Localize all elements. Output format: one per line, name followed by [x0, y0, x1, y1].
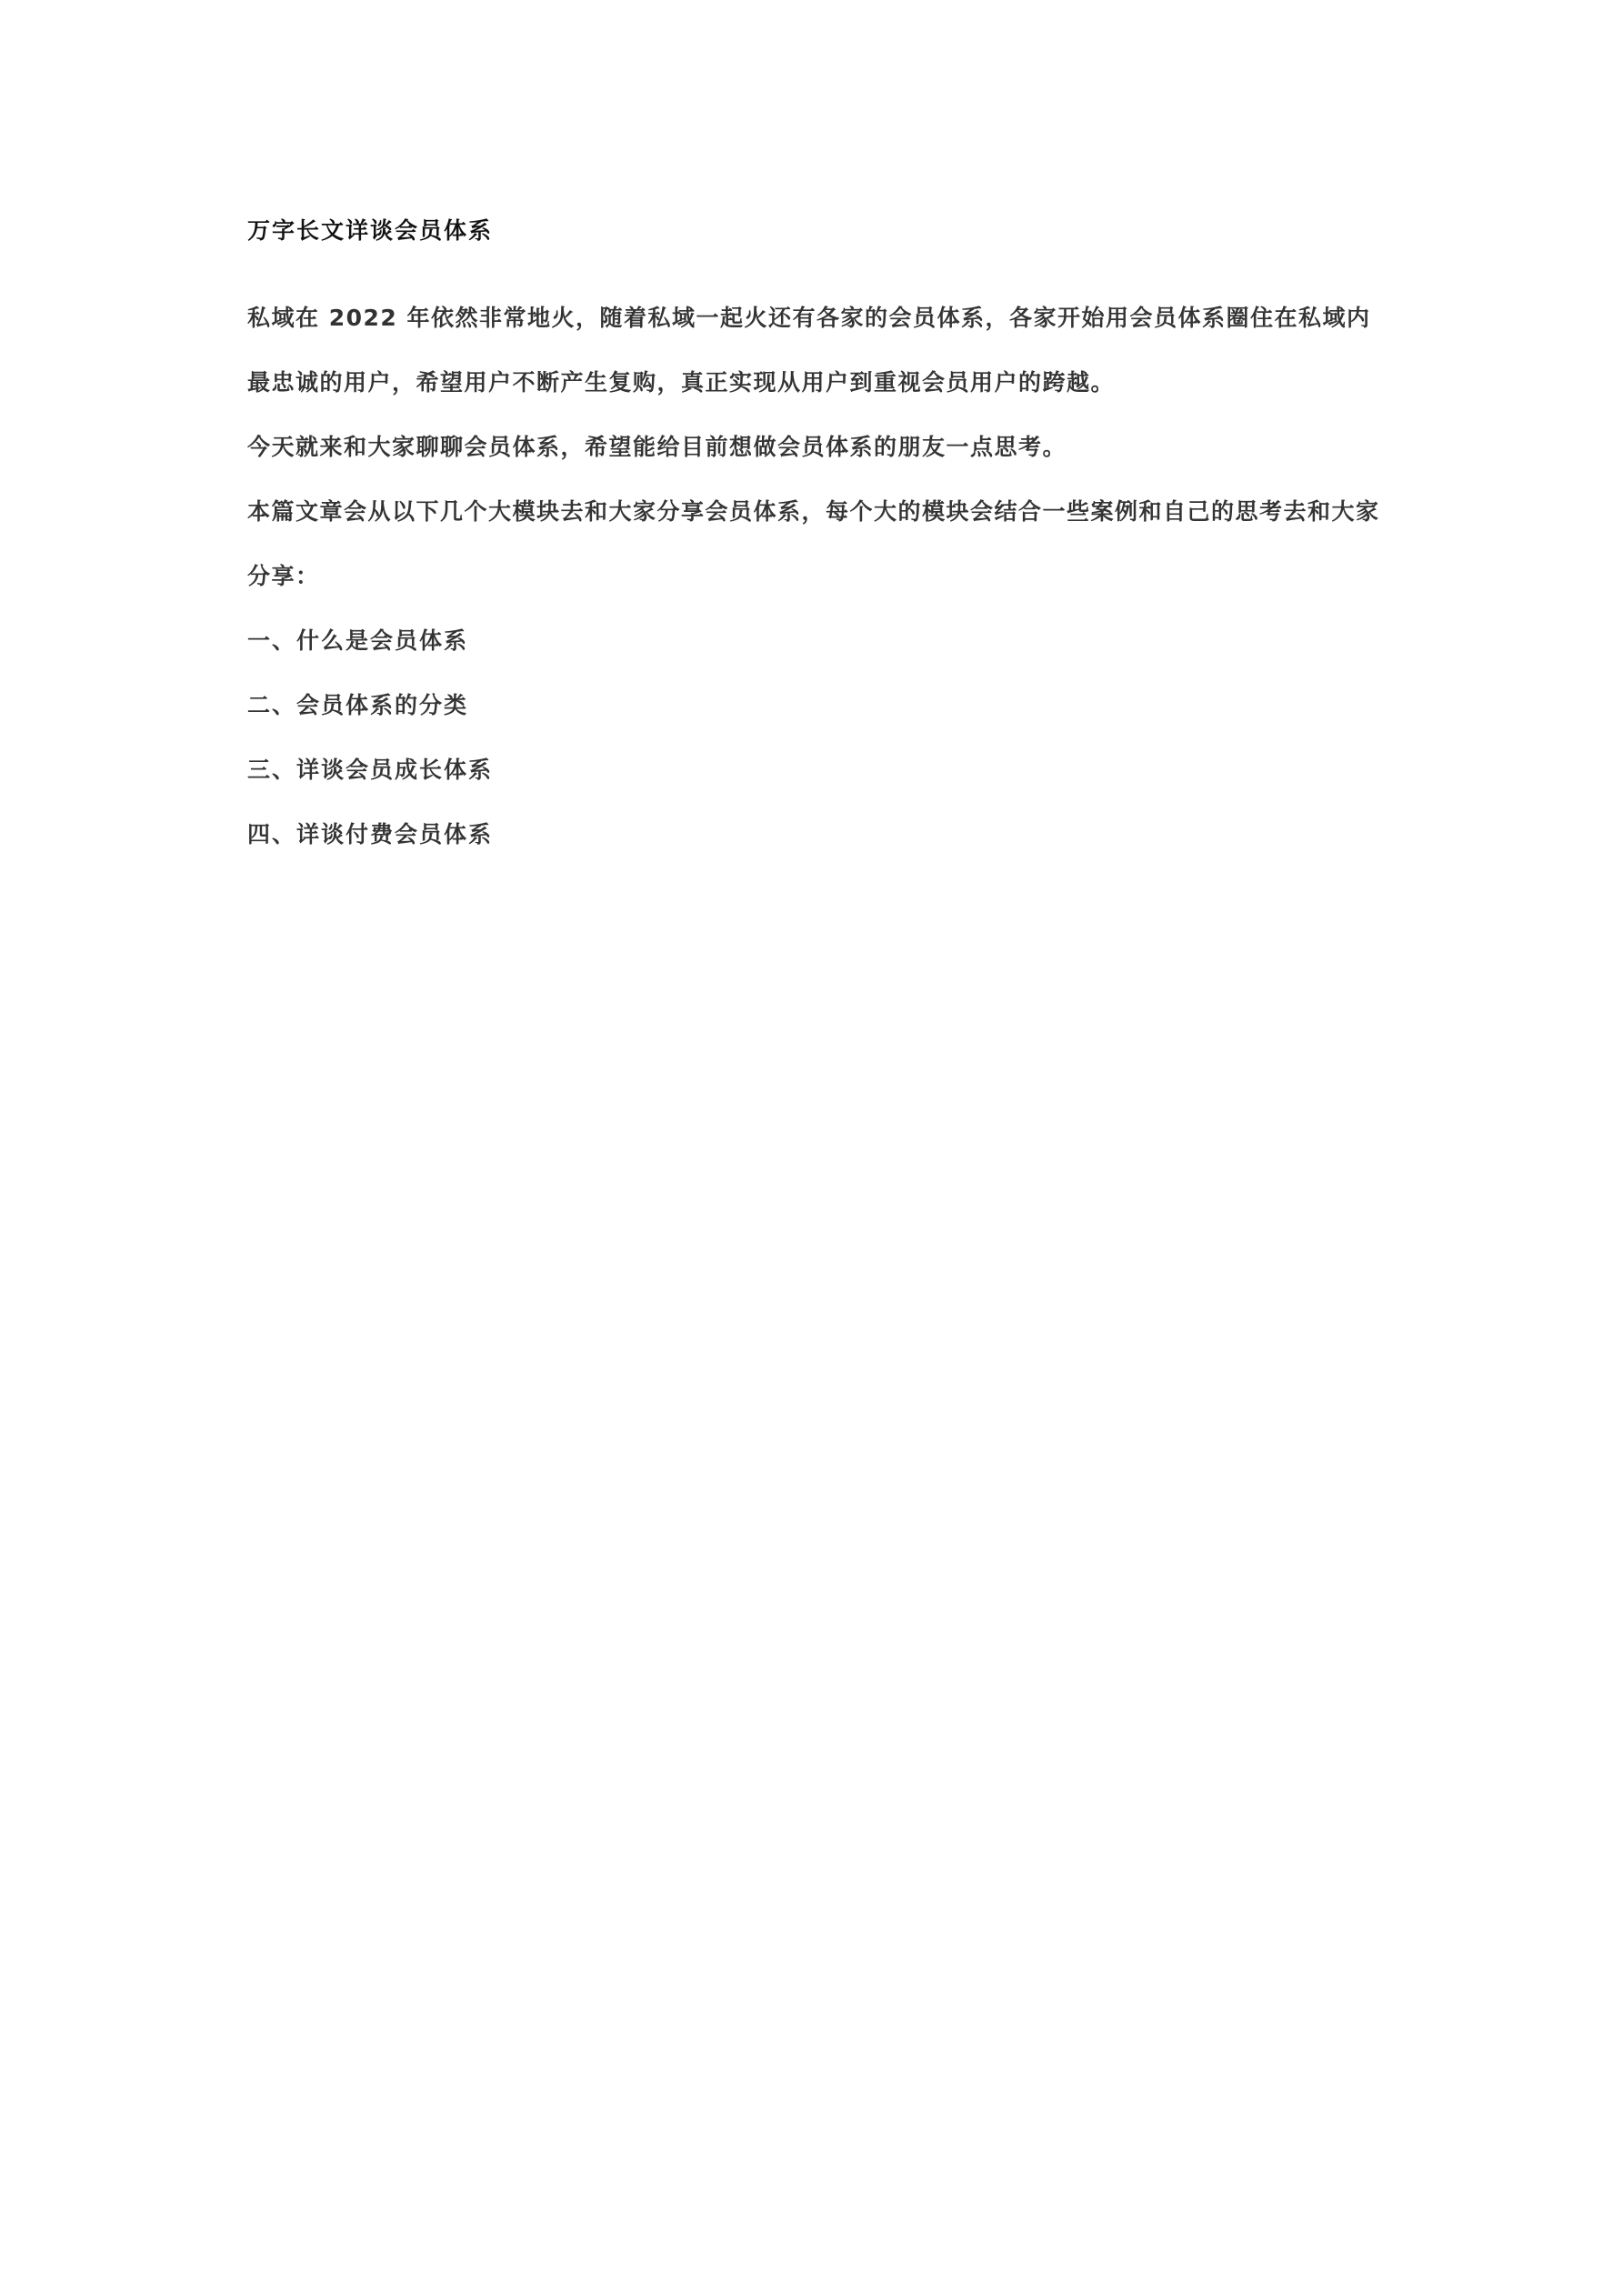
section-outline [247, 608, 1393, 867]
document-content [247, 207, 1393, 881]
paragraph-topic: 今天就来和大家聊聊会员体系，希望能给目前想做会员体系的朋友一点思考。 [247, 434, 1067, 460]
outline-item: 三、详谈会员成长体系 [247, 757, 494, 783]
paragraph-intro: 私域在 2022 年依然非常地火，随着私域一起火还有各家的会员体系，各家开始用会员体系圈住在私域内最忠诚的用户，希望用户不断产生复购，真正实现从用户到重视会员用户的跨越。 [247, 305, 1371, 396]
outline-item: 一、什么是会员体系 [247, 627, 469, 654]
paragraph-overview: 本篇文章会从以下几个大模块去和大家分享会员体系，每个大的模块会结合一些案例和自己的思考去和大家分享： [247, 498, 1380, 589]
document-title: 万字长文详谈会员体系 [247, 217, 494, 244]
outline-item: 二、会员体系的分类 [247, 692, 469, 718]
outline-item: 四、详谈付费会员体系 [247, 821, 494, 847]
